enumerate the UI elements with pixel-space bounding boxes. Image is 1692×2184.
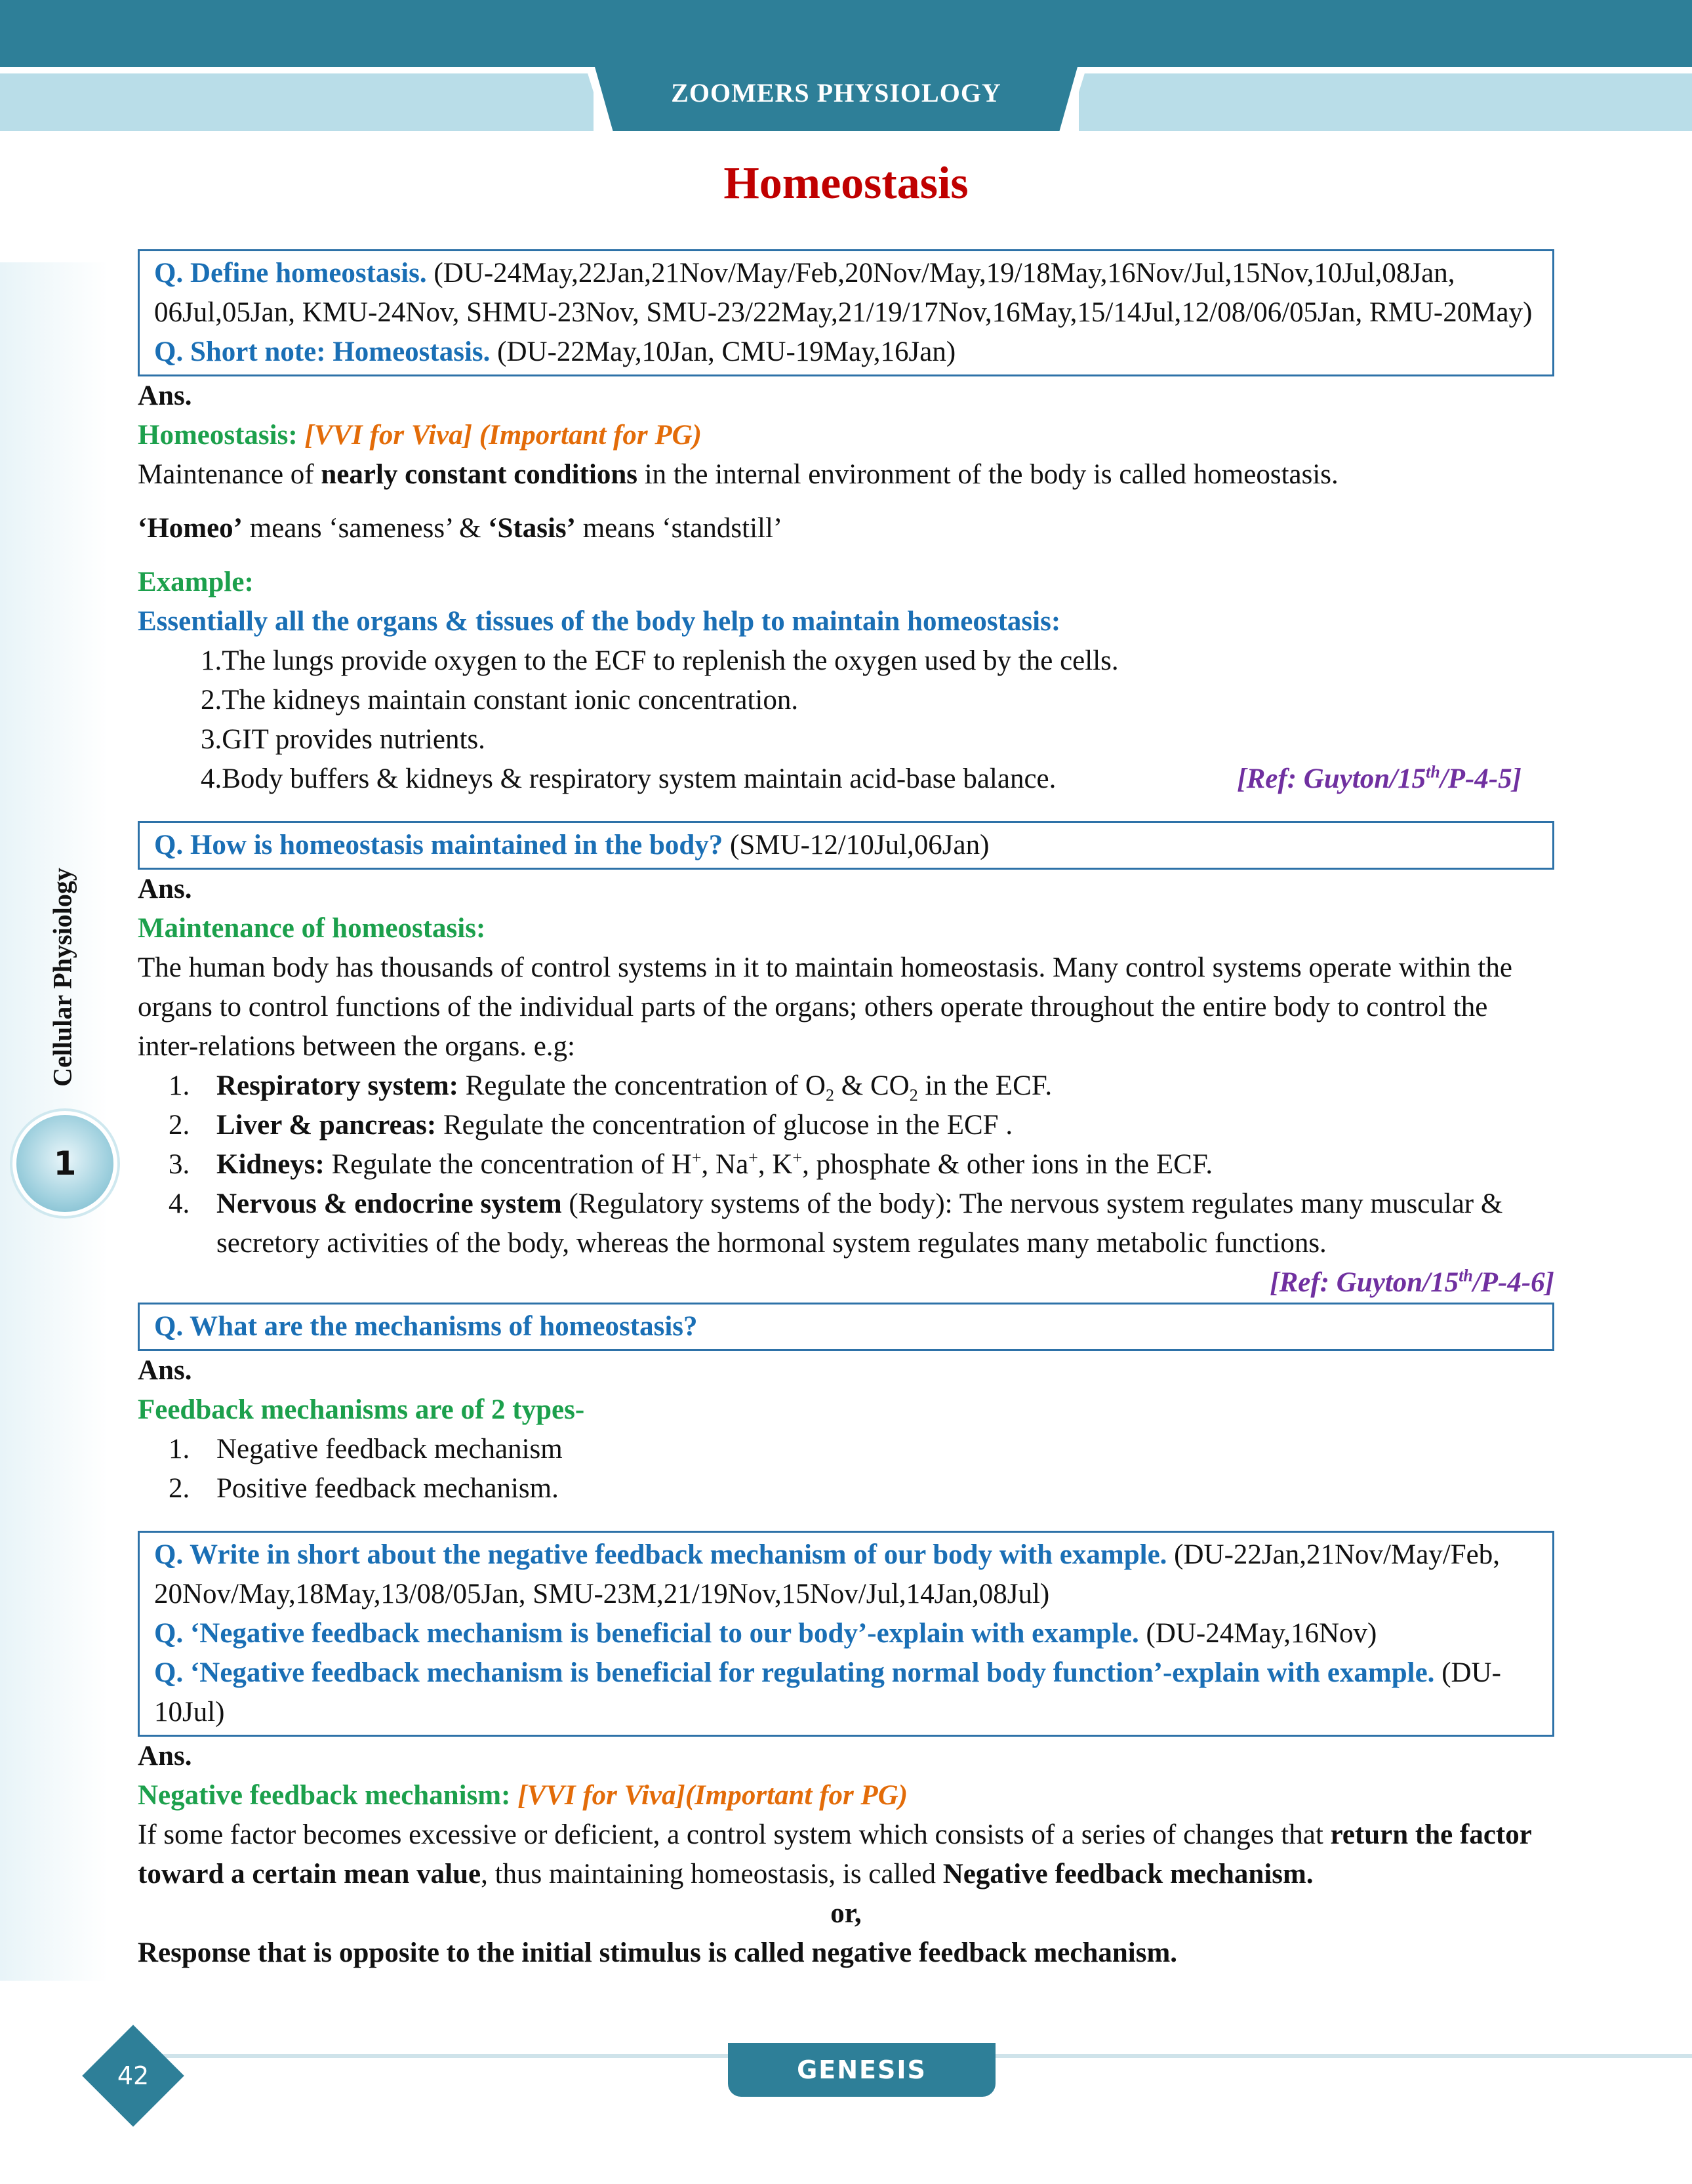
- header-light-band-right: [1079, 73, 1692, 131]
- question-source: (SMU-12/10Jul,06Jan): [723, 830, 990, 860]
- spacer: [138, 799, 1554, 821]
- page-title: Homeostasis: [723, 158, 969, 209]
- reference: [138, 1263, 1554, 1303]
- text-span: in the internal environment of the body is called homeostasis.: [637, 459, 1339, 490]
- question-line: [154, 1653, 1538, 1732]
- spacer: [138, 1508, 1554, 1531]
- ref-text: /P-4-6]: [1472, 1267, 1554, 1298]
- list-item: [197, 1106, 1554, 1145]
- header-light-band-left: [0, 73, 594, 131]
- bold-span: Respiratory system:: [216, 1070, 458, 1101]
- text-span: Regulate the concentration of O: [458, 1070, 826, 1101]
- question-line: [154, 1535, 1538, 1614]
- bold-span: ‘Stasis’: [488, 513, 576, 544]
- superscript: +: [748, 1148, 758, 1167]
- question-box-1: [138, 249, 1554, 376]
- list-item: [197, 1066, 1554, 1106]
- ref-text: [Ref: Guyton/15: [1270, 1267, 1459, 1298]
- question-box-3: [138, 1303, 1554, 1351]
- superscript: +: [691, 1148, 702, 1167]
- bold-span: Liver & pancreas:: [216, 1110, 437, 1141]
- question-line: [154, 254, 1538, 333]
- question-source: (DU-24May,22Jan,21Nov/May/Feb,20Nov/May,19/18May,16Nov/Jul,15Nov,10Jul,08Jan, 06Jul,05Jan, KMU-24Nov, SHMU-23Nov, SMU-23/22May,21/19/17Nov,16May,15/14Jul,12/08/06/05Jan, RMU-20May): [154, 258, 1533, 328]
- text-span: , thus maintaining homeostasis, is called: [481, 1859, 943, 1890]
- text-span: means ‘sameness’ &: [243, 513, 489, 544]
- question-line: [154, 826, 1538, 865]
- question-text: Q. Short note: Homeostasis.: [154, 336, 491, 367]
- bold-span: Kidneys:: [216, 1149, 325, 1180]
- ref-sup: th: [1426, 762, 1440, 782]
- answer-label: Ans.: [138, 380, 192, 411]
- ref-text: /P-4-5]: [1440, 763, 1521, 794]
- list-item-text: 4.Body buffers & kidneys & respiratory system maintain acid-base balance.: [201, 763, 1057, 794]
- question-line: [154, 1614, 1538, 1653]
- section-heading: Feedback mechanisms are of 2 types-: [138, 1394, 585, 1425]
- section-heading: [138, 416, 1554, 455]
- text-span: in the ECF.: [917, 1070, 1053, 1101]
- text-span: , K: [757, 1149, 793, 1180]
- importance-tag: [VVI for Viva](Important for PG): [517, 1780, 908, 1811]
- paragraph: [138, 1815, 1554, 1894]
- heading-text: Homeostasis:: [138, 420, 305, 451]
- heading-text: Negative feedback mechanism:: [138, 1780, 518, 1811]
- question-source: (DU-22May,10Jan, CMU-19May,16Jan): [490, 336, 956, 367]
- book-title: ZOOMERS PHYSIOLOGY: [671, 78, 1001, 108]
- answer-label: Ans.: [138, 874, 192, 904]
- numbered-list: [138, 1066, 1554, 1263]
- question-text: Q. ‘Negative feedback mechanism is beneficial for regulating normal body function’-explain with example.: [154, 1657, 1435, 1688]
- definition: [138, 455, 1554, 495]
- text-span: Maintenance of: [138, 459, 321, 490]
- organs-heading: Essentially all the organs & tissues of the body help to maintain homeostasis:: [138, 606, 1061, 637]
- list-item: 1.The lungs provide oxygen to the ECF to replenish the oxygen used by the cells.: [201, 645, 1119, 676]
- answer-label: Ans.: [138, 1741, 192, 1771]
- footer-brand: GENESIS: [728, 2043, 996, 2097]
- page-number: 42: [117, 2061, 150, 2090]
- importance-tag: [VVI for Viva] (Important for PG): [304, 420, 702, 451]
- bold-span: Negative feedback mechanism.: [942, 1859, 1314, 1890]
- text-span: If some factor becomes excessive or deficient, a control system which consists of a series of changes that: [138, 1819, 1331, 1850]
- spacer: [138, 495, 1554, 509]
- text-span: , Na: [701, 1149, 749, 1180]
- alternate-definition: Response that is opposite to the initial stimulus is called negative feedback mechanism.: [138, 1937, 1178, 1968]
- question-source: (DU-10Jul): [154, 1657, 1501, 1728]
- list-item: [138, 759, 1554, 799]
- or-separator: or,: [830, 1898, 862, 1929]
- list-item: 3.GIT provides nutrients.: [201, 724, 485, 755]
- text-span: Regulate the concentration of glucose in the ECF .: [436, 1110, 1013, 1141]
- text-span: means ‘standstill’: [575, 513, 783, 544]
- question-text: Q. What are the mechanisms of homeostasis?: [154, 1311, 698, 1342]
- question-text: Q. Write in short about the negative feedback mechanism of our body with example.: [154, 1539, 1167, 1570]
- question-box-4: [138, 1531, 1554, 1737]
- reference: [1237, 759, 1521, 799]
- ref-text: [Ref: Guyton/15: [1237, 763, 1426, 794]
- spacer: [138, 548, 1554, 563]
- chapter-number-badge: 1: [16, 1115, 113, 1212]
- example-heading: Example:: [138, 567, 254, 597]
- question-source: (DU-22Jan,21Nov/May/Feb, 20Nov/May,18May,13/08/05Jan, SMU-23M,21/19Nov,15Nov/Jul,14Jan,08Jul): [154, 1539, 1501, 1609]
- numbered-list: [138, 1430, 1554, 1508]
- question-source: (DU-24May,16Nov): [1138, 1618, 1377, 1649]
- text-span: & CO: [834, 1070, 910, 1101]
- list-item: [197, 1145, 1554, 1184]
- list-item: 2.The kidneys maintain constant ionic concentration.: [201, 685, 799, 716]
- subscript: 2: [909, 1085, 918, 1105]
- ref-sup: th: [1459, 1266, 1473, 1285]
- header-band: [0, 0, 1692, 67]
- question-box-2: [138, 821, 1554, 870]
- text-span: , phosphate & other ions in the ECF.: [802, 1149, 1213, 1180]
- bold-span: ‘Homeo’: [138, 513, 243, 544]
- list-item: 1. Negative feedback mechanism: [197, 1430, 1554, 1469]
- section-heading: Maintenance of homeostasis:: [138, 913, 486, 944]
- section-heading: [138, 1776, 1554, 1815]
- answer-label: Ans.: [138, 1355, 192, 1386]
- list-item: 2. Positive feedback mechanism.: [197, 1469, 1554, 1508]
- question-line: [154, 333, 1538, 372]
- question-text: Q. ‘Negative feedback mechanism is beneficial to our body’-explain with example.: [154, 1618, 1139, 1649]
- chapter-side-label: Cellular Physiology: [47, 868, 77, 1087]
- question-text: Q. How is homeostasis maintained in the body?: [154, 830, 723, 860]
- bold-span: return the factor toward a certain mean value: [138, 1819, 1532, 1890]
- text-span: (Regulatory systems of the body): The nervous system regulates many muscular & secretory activities of the body, whereas the hormonal system regulates many metabolic functions.: [216, 1188, 1503, 1259]
- list-item: [197, 1184, 1554, 1263]
- etymology: [138, 509, 1554, 548]
- subscript: 2: [826, 1085, 834, 1105]
- question-text: Q. Define homeostasis.: [154, 258, 427, 289]
- main-content: [138, 249, 1554, 1973]
- bold-span: nearly constant conditions: [321, 459, 637, 490]
- superscript: +: [792, 1148, 803, 1167]
- text-span: Regulate the concentration of H: [324, 1149, 692, 1180]
- paragraph: The human body has thousands of control systems in it to maintain homeostasis. Many control systems operate within the organs to control functions of the individual parts of the organs; others operate throughout the entire body to control the inter-relations between the organs. e.g:: [138, 952, 1512, 1062]
- bold-span: Nervous & endocrine system: [216, 1188, 562, 1219]
